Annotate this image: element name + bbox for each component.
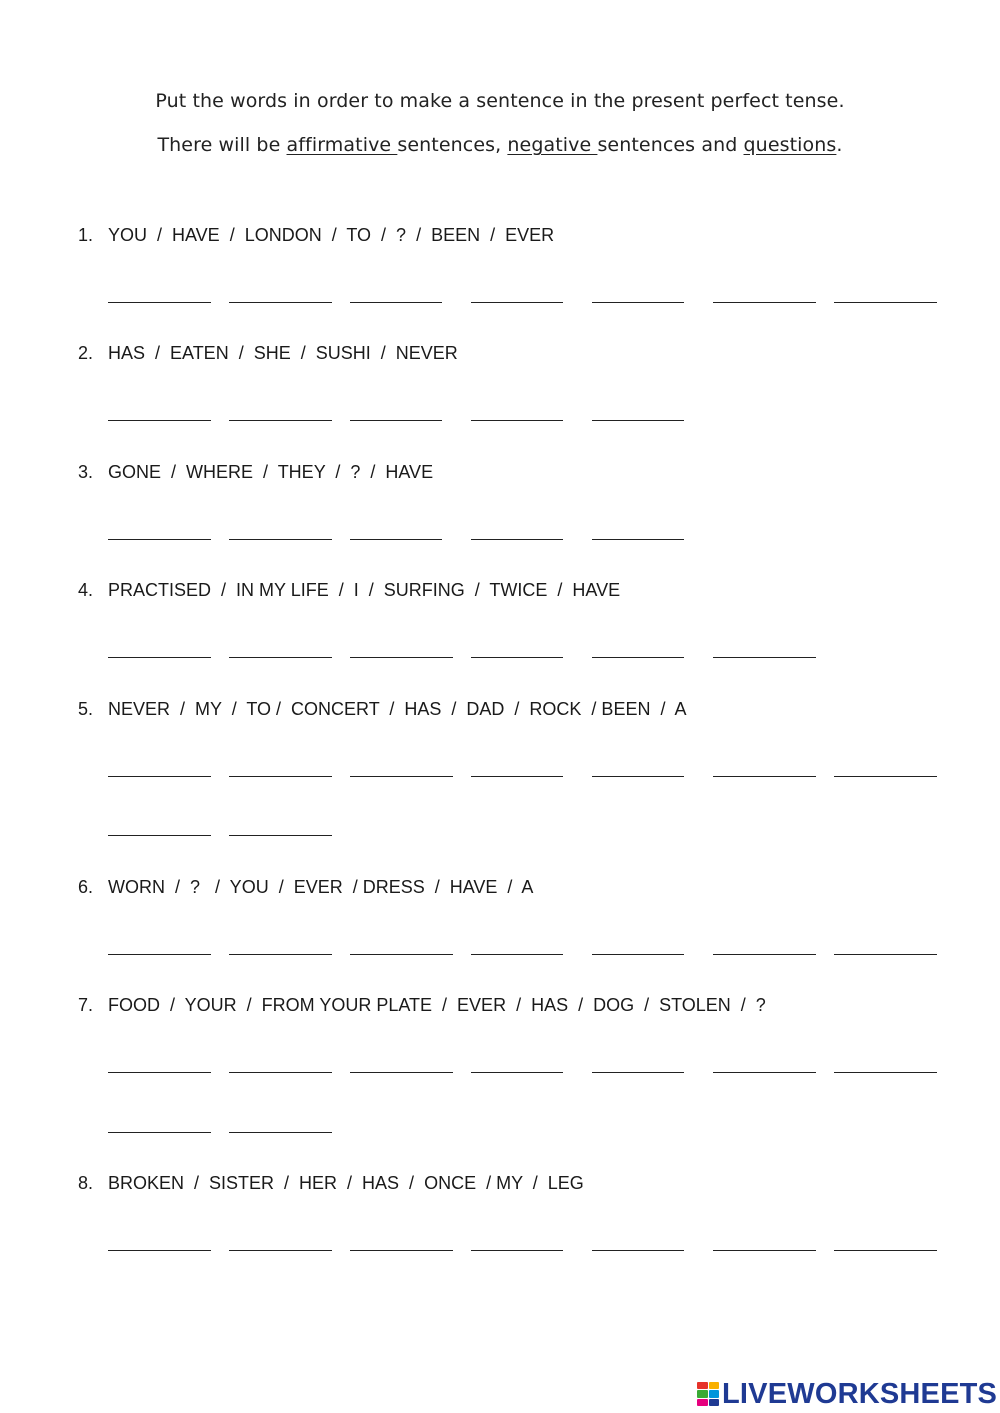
- answer-blank[interactable]: [108, 776, 211, 777]
- answer-blank[interactable]: [471, 776, 563, 777]
- answer-blank[interactable]: [713, 657, 816, 658]
- answer-blank[interactable]: [229, 420, 332, 421]
- answer-blank[interactable]: [229, 1132, 332, 1133]
- question-words: FOOD / YOUR / FROM YOUR PLATE / EVER / HAS / DOG / STOLEN / ?: [108, 995, 766, 1015]
- answer-blank[interactable]: [229, 657, 332, 658]
- answer-blank[interactable]: [108, 420, 211, 421]
- question-words: NEVER / MY / TO / CONCERT / HAS / DAD / ROCK / BEEN / A: [108, 699, 687, 719]
- answer-blank[interactable]: [108, 302, 211, 303]
- answer-blank[interactable]: [229, 835, 332, 836]
- answer-blank[interactable]: [592, 776, 684, 777]
- answer-blank[interactable]: [713, 954, 816, 955]
- question-words: HAS / EATEN / SHE / SUSHI / NEVER: [108, 343, 458, 363]
- question-number: 1.: [78, 225, 94, 245]
- question-5: [78, 699, 686, 723]
- instruction-mid-1: sentences,: [397, 134, 508, 156]
- answer-blank[interactable]: [713, 776, 816, 777]
- answer-blank[interactable]: [471, 657, 563, 658]
- answer-blank[interactable]: [713, 302, 816, 303]
- answer-blank[interactable]: [592, 657, 684, 658]
- answer-blank[interactable]: [108, 1132, 211, 1133]
- answer-blank[interactable]: [108, 954, 211, 955]
- instruction-line-1: Put the words in order to make a sentence in the present perfect tense.: [155, 90, 845, 112]
- instruction-end: .: [836, 134, 843, 156]
- answer-blank[interactable]: [713, 1250, 816, 1251]
- question-number: 8.: [78, 1173, 94, 1193]
- answer-blank[interactable]: [229, 1072, 332, 1073]
- instruction-mid-2: sentences and: [597, 134, 744, 156]
- question-number: 6.: [78, 877, 94, 897]
- answer-blank[interactable]: [108, 1250, 211, 1251]
- question-words: BROKEN / SISTER / HER / HAS / ONCE / MY / LEG: [108, 1173, 584, 1193]
- questions-word: questions: [743, 134, 837, 156]
- question-number: 2.: [78, 343, 94, 363]
- question-words: WORN / ? / YOU / EVER / DRESS / HAVE / A: [108, 877, 534, 897]
- answer-blank[interactable]: [350, 539, 442, 540]
- answer-blank[interactable]: [592, 1250, 684, 1251]
- question-7: [78, 995, 766, 1019]
- question-1: [78, 225, 554, 249]
- answer-blank[interactable]: [350, 1250, 453, 1251]
- answer-blank[interactable]: [108, 657, 211, 658]
- question-words: YOU / HAVE / LONDON / TO / ? / BEEN / EVER: [108, 225, 555, 245]
- answer-blank[interactable]: [350, 657, 453, 658]
- question-4: [78, 580, 620, 604]
- answer-blank[interactable]: [471, 1250, 563, 1251]
- question-number: 7.: [78, 995, 94, 1015]
- logo-square: [697, 1390, 708, 1397]
- answer-blank[interactable]: [229, 776, 332, 777]
- answer-blank[interactable]: [350, 302, 442, 303]
- answer-blank[interactable]: [350, 1072, 453, 1073]
- answer-blank[interactable]: [834, 302, 937, 303]
- answer-blank[interactable]: [834, 1250, 937, 1251]
- answer-blank[interactable]: [229, 539, 332, 540]
- answer-blank[interactable]: [592, 954, 684, 955]
- question-2: [78, 343, 458, 367]
- brand-text: LIVEWORKSHEETS: [722, 1377, 998, 1410]
- answer-blank[interactable]: [229, 954, 332, 955]
- answer-blank[interactable]: [471, 420, 563, 421]
- question-words: PRACTISED / IN MY LIFE / I / SURFING / TWICE / HAVE: [108, 580, 621, 600]
- answer-blank[interactable]: [350, 420, 442, 421]
- answer-blank[interactable]: [229, 302, 332, 303]
- answer-blank[interactable]: [834, 954, 937, 955]
- question-3: [78, 462, 433, 486]
- answer-blank[interactable]: [108, 539, 211, 540]
- answer-blank[interactable]: [108, 835, 211, 836]
- answer-blank[interactable]: [350, 954, 453, 955]
- answer-blank[interactable]: [350, 776, 453, 777]
- negative-word: negative: [507, 134, 598, 156]
- instruction-line-2: [0, 134, 1000, 156]
- answer-blank[interactable]: [471, 539, 563, 540]
- liveworksheets-icon: [697, 1382, 719, 1406]
- answer-blank[interactable]: [592, 539, 684, 540]
- question-number: 3.: [78, 462, 94, 482]
- question-number: 4.: [78, 580, 94, 600]
- question-number: 5.: [78, 699, 94, 719]
- logo-square: [697, 1382, 708, 1389]
- answer-blank[interactable]: [471, 1072, 563, 1073]
- question-6: [78, 877, 533, 901]
- answer-blank[interactable]: [834, 776, 937, 777]
- answer-blank[interactable]: [592, 420, 684, 421]
- answer-blank[interactable]: [471, 302, 563, 303]
- answer-blank[interactable]: [108, 1072, 211, 1073]
- affirmative-word: affirmative: [286, 134, 398, 156]
- answer-blank[interactable]: [713, 1072, 816, 1073]
- question-8: [78, 1173, 584, 1197]
- answer-blank[interactable]: [592, 302, 684, 303]
- logo-square: [709, 1382, 720, 1389]
- logo-square: [709, 1399, 720, 1406]
- answer-blank[interactable]: [592, 1072, 684, 1073]
- instruction-prefix: There will be: [157, 134, 287, 156]
- question-words: GONE / WHERE / THEY / ? / HAVE: [108, 462, 434, 482]
- answer-blank[interactable]: [229, 1250, 332, 1251]
- logo-square: [709, 1390, 720, 1397]
- answer-blank[interactable]: [471, 954, 563, 955]
- answer-blank[interactable]: [834, 1072, 937, 1073]
- liveworksheets-logo: [697, 1378, 997, 1410]
- logo-square: [697, 1399, 708, 1406]
